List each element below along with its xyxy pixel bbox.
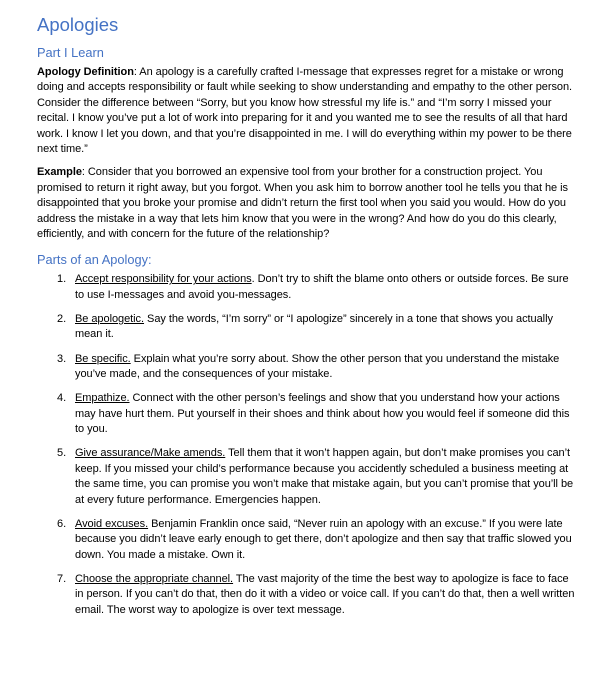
list-number: 3. <box>57 352 67 365</box>
list-number: 2. <box>57 313 67 326</box>
list-number: 1. <box>57 273 67 286</box>
list-item-text: Connect with the other person’s feelings and show that you understand how your actions may have hurt them. Put yourself in their shoes and think about how you would feel if someone did this to you. <box>75 392 570 436</box>
example-paragraph <box>37 165 576 242</box>
example-text: : Consider that you borrowed an expensive tool from your brother for a construction project. You promised to return it right away, but you forgot. When you ask him to borrow another tool he tells you that he is disappointed that you broke your promise and didn’t return the first tool when you said you would. How do you address the mistake in a way that lets him know that you were in the wrong? And how do you do this clearly, efficiently, and with concern for the future of the relationship? <box>37 166 568 241</box>
list-item-text: Say the words, “I’m sorry” or “I apologize” sincerely in a tone that shows you actually mean it. <box>75 313 553 341</box>
definition-text: : An apology is a carefully crafted I-message that expresses regret for a mistake or wrong doing and accepts responsibility or fault while seeking to show understanding and empathy to the other person. Consider the difference between “Sorry, but you know how stressful my life is.” and “I’m sorry I missed your recital. I know you’ve put a lot of work into preparing for it and you wanted me to see the results of all that hard work. I know I let you down, and that you’re disappointed in me. I will do everything within my power to be there next time.” <box>37 66 573 156</box>
definition-paragraph <box>37 65 576 157</box>
list-item-title: Accept responsibility for your actions <box>75 273 252 286</box>
parts-heading: Parts of an Apology: <box>37 252 152 268</box>
list-item <box>57 572 576 618</box>
page-title: Apologies <box>37 14 119 35</box>
section-heading-learn: Part I Learn <box>37 45 104 60</box>
list-item-text: The vast majority of the time the best way to apologize is face to face in person. If you can’t do that, then do it with a video or voice call. If you can’t do that, then a well written email. The worst way to apologize is over text message. <box>75 572 575 616</box>
parts-list <box>37 272 576 618</box>
list-item-text: Benjamin Franklin once said, “Never ruin an apology with an excuse.” If you were late because you didn’t leave early enough to get there, don’t apologize and then say that traffic slowed you down. You made a mistake. Own it. <box>75 517 572 561</box>
list-item <box>57 312 576 343</box>
list-item <box>57 272 576 303</box>
example-label: Example <box>37 166 82 179</box>
list-item-title: Choose the appropriate channel. <box>75 572 234 585</box>
list-number: 5. <box>57 447 67 460</box>
list-number: 6. <box>57 517 67 530</box>
list-number: 7. <box>57 572 67 585</box>
list-item <box>57 352 576 383</box>
list-item-title: Empathize. <box>75 392 130 405</box>
list-item <box>57 391 576 437</box>
list-item <box>57 517 576 563</box>
list-item-text: Tell them that it won’t happen again, but don’t make promises you can’t keep. If you missed your child’s performance because you accidently scheduled a business meeting at the same time, you can promise you won’t make that mistake again, but you can’t promise that you’ll be at every future performance. Emergencies happen. <box>75 447 574 506</box>
list-item <box>57 446 576 508</box>
definition-label: Apology Definition <box>37 66 134 78</box>
list-item-text: . Don’t try to shift the blame onto others or outside forces. Be sure to use I-messages and avoid you-messages. <box>75 273 569 301</box>
list-number: 4. <box>57 392 67 405</box>
list-item-text: Explain what you’re sorry about. Show the other person that you understand the mistake you’ve made, and the consequences of your mistake. <box>75 352 560 381</box>
list-item-title: Be specific. <box>75 352 131 365</box>
list-item-title: Be apologetic. <box>75 313 145 326</box>
list-item-title: Give assurance/Make amends. <box>75 447 226 460</box>
list-item-title: Avoid excuses. <box>75 517 149 530</box>
